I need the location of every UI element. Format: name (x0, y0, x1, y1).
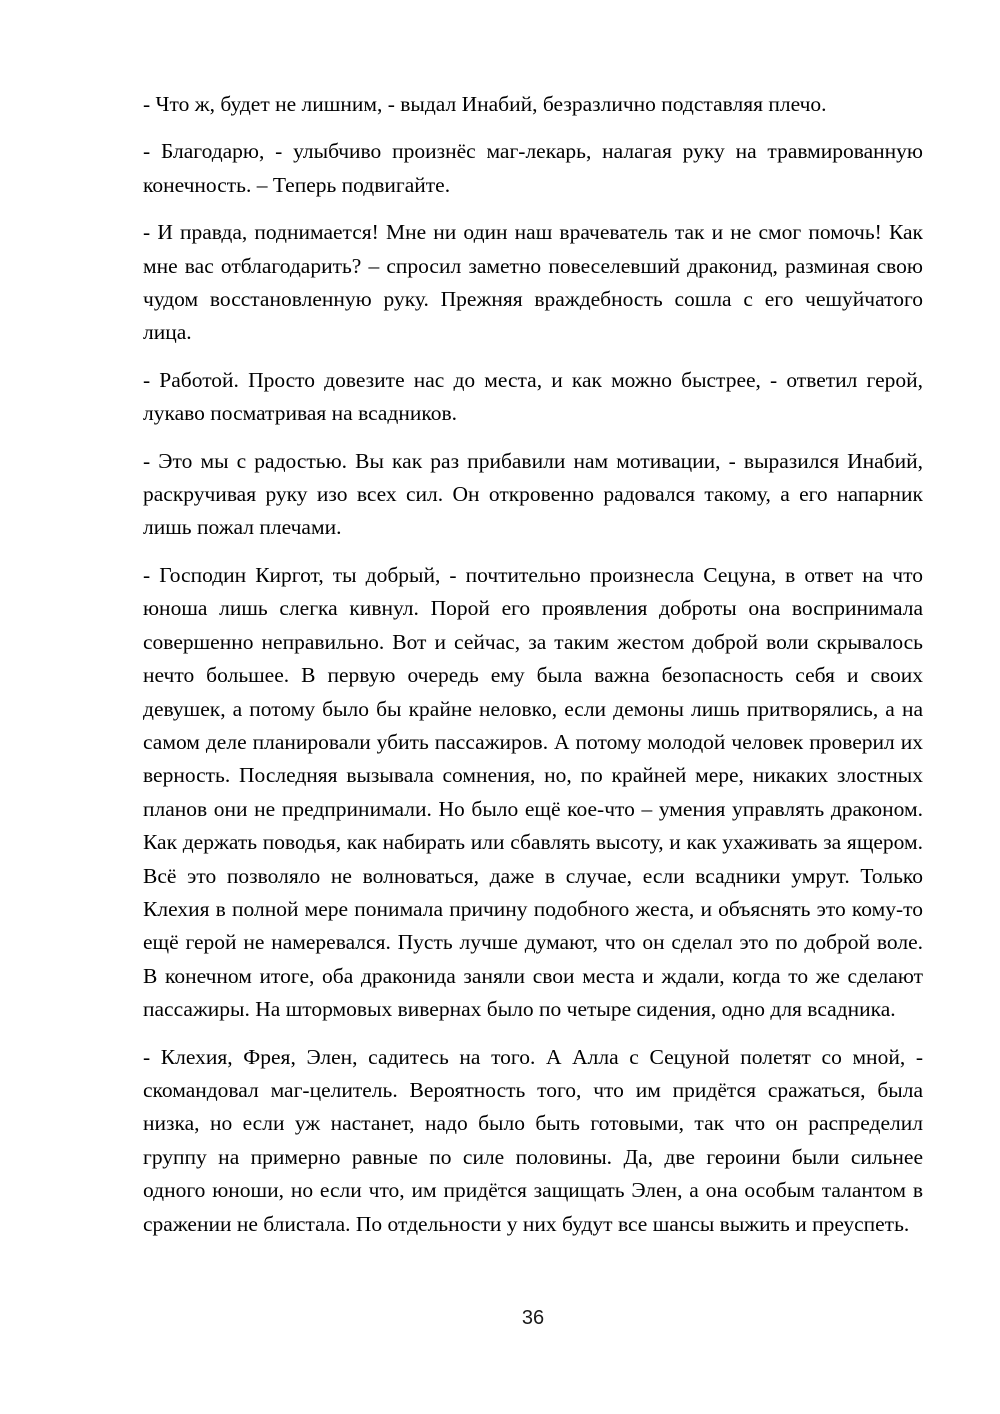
text-content (143, 88, 923, 1255)
paragraph-6: - Господин Киргот, ты добрый, - почтительно произнесла Сецуна, в ответ на что юноша лишь слегка кивнул. Порой его проявления доброты она воспринимала совершенно неправильно. Вот и сейчас, за таким жестом доброй воли скрывалось нечто большее. В первую очередь ему была важна безопасность себя и своих девушек, а потому было бы крайне неловко, если демоны лишь притворялись, а на самом деле планировали убить пассажиров. А потому молодой человек проверил их верность. Последняя вызывала сомнения, но, по крайней мере, никаких злостных планов они не предпринимали. Но было ещё кое-что – умения управлять драконом. Как держать поводья, как набирать или сбавлять высоту, и как ухаживать за ящером. Всё это позволяло не волноваться, даже в случае, если всадники умрут. Только Клехия в полной мере понимала причину подобного жеста, и объяснять это кому-то ещё герой не намеревался. Пусть лучше думают, что он сделал это по доброй воле. В конечном итоге, оба драконида заняли свои места и ждали, когда то же сделают пассажиры. На штормовых вивернах было по четыре сидения, одно для всадника. (143, 562, 923, 1022)
paragraph-3: - И правда, поднимается! Мне ни один наш врачеватель так и не смог помочь! Как мне вас отблагодарить? – спросил заметно повеселевший драконид, разминая свою чудом восстановленную руку. Прежняя враждебность сошла с его чешуйчатого лица. (143, 220, 923, 345)
paragraph-1: - Что ж, будет не лишним, - выдал Инабий, безразлично подставляя плечо. (143, 92, 827, 116)
paragraph-4: - Работой. Просто довезите нас до места, и как можно быстрее, - ответил герой, лукаво посматривая на всадников. (143, 367, 923, 426)
paragraph-2: - Благодарю, - улыбчиво произнёс маг-лекарь, налагая руку на травмированную конечность. – Теперь подвигайте. (143, 139, 923, 197)
page-number: 36 (521, 1307, 545, 1329)
paragraph-7: - Клехия, Фрея, Элен, садитесь на того. А Алла с Сецуной полетят со мной, - скомандовал маг-целитель. Вероятность того, что им придётся сражаться, была низка, но если уж настанет, надо было быть готовыми, так что он распределил группу на примерно равные по силе половины. Да, две героини были сильнее одного юноши, но если что, им придётся защищать Элен, а она особым талантом в сражении не блистала. По отдельности у них будут все шансы выжить и преуспеть. (143, 1044, 923, 1236)
paragraph-5: - Это мы с радостью. Вы как раз прибавили нам мотивации, - выразился Инабий, раскручивая руку изо всех сил. Он откровенно радовался такому, а его напарник лишь пожал плечами. (143, 448, 923, 540)
